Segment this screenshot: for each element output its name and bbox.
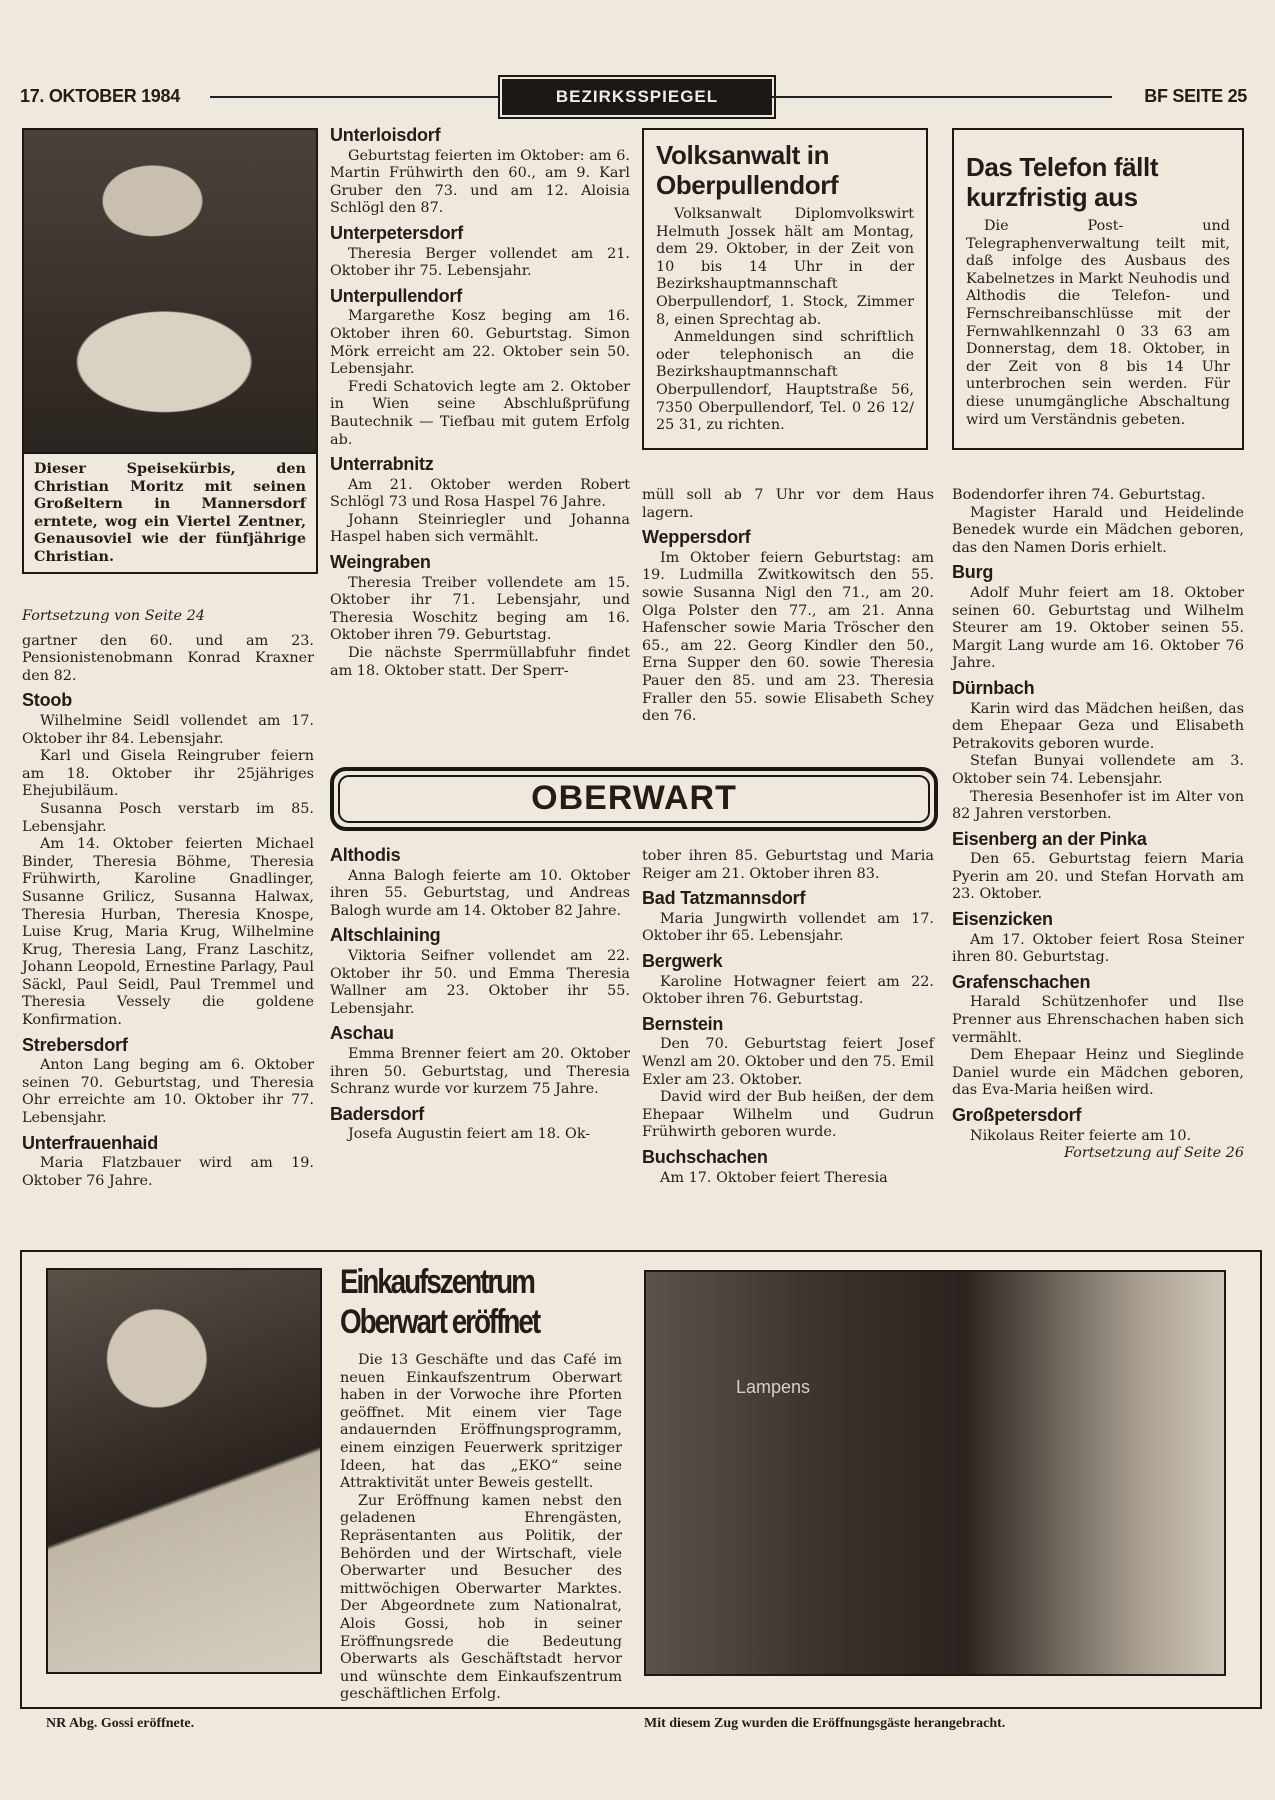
- telefon-box: [952, 128, 1244, 450]
- section-paragraph: Johann Steinriegler und Johanna Haspel haben sich vermählt.: [330, 511, 630, 546]
- volksanwalt-box: [642, 128, 928, 450]
- oberwart-a-sections: [330, 847, 630, 1144]
- middle-column: [330, 120, 630, 680]
- section-heading: Bergwerk: [642, 950, 723, 971]
- section-heading: Weppersdorf: [642, 527, 751, 548]
- section-heading: Grafenschachen: [952, 971, 1091, 992]
- section-paragraph: Karl und Gisela Reingruber feiern am 18. Oktober ihr 25jähriges Ehejubiläum.: [22, 748, 314, 800]
- oberwart-column-a: [330, 840, 630, 1144]
- section-paragraph: Im Oktober feiern Geburtstag: am 19. Ludmilla Zwitkowitsch den 55. sowie Susanna Nigl den 71., am 20. Olga Polster den 77., am 21. Anna Hafenscher sowie Maria Tröscher den 65., am 22. Georg Kindler den 50., Erna Supper den 60. sowie Theresia Pauer den 85. und am 23. Theresia Fraller den 55. sowie Elisabeth Schey den 76.: [642, 549, 934, 725]
- section-heading: Buchschachen: [642, 1146, 768, 1167]
- page-number: BF SEITE 25: [1144, 86, 1247, 106]
- section-heading: Großpetersdorf: [952, 1105, 1082, 1125]
- section-paragraph: Anna Balogh feierte am 10. Oktober ihren 55. Geburtstag, und Andreas Balogh wurde am 14. Oktober 82 Jahre.: [330, 867, 630, 919]
- section-paragraph: Maria Jungwirth vollendet am 17. Oktober ihr 65. Lebensjahr.: [642, 910, 934, 945]
- headline-line-1: Einkaufszentrum: [340, 1263, 534, 1301]
- header-rule-right: [772, 96, 1112, 98]
- ekz-paras: [340, 1352, 622, 1704]
- middle-sections: [330, 127, 630, 680]
- section-heading: Unterloisdorf: [330, 125, 441, 145]
- section-paragraph: Margarethe Kosz beging am 16. Oktober ihren 60. Geburtstag. Simon Mörk erreicht am 22. Oktober sein 50. Lebensjahr.: [330, 308, 630, 378]
- section-heading: Unterpullendorf: [330, 285, 462, 306]
- left-sections: [22, 692, 314, 1190]
- section-paragraph: Theresia Treiber vollendete am 15. Oktober ihr 71. Lebensjahr, und Theresia Woschitz beging am 16. Oktober ihren 79. Geburtstag.: [330, 574, 630, 644]
- oberwart-banner: [330, 767, 938, 831]
- section-paragraph: Den 65. Geburtstag feiern Maria Pyerin am 20. und Stefan Horvath am 23. Oktober.: [952, 851, 1244, 903]
- einkaufszentrum-text: [340, 1352, 622, 1704]
- section-heading: Aschau: [330, 1023, 394, 1044]
- section-paragraph: Josefa Augustin feiert am 18. Ok-: [348, 1126, 591, 1143]
- section-heading: Dürnbach: [952, 677, 1035, 698]
- section-paragraph: Theresia Besenhofer ist im Alter von 82 Jahren verstorben.: [952, 788, 1244, 823]
- section-paragraph: Karoline Hotwagner feiert am 22. Oktober ihren 76. Geburtstag.: [642, 973, 934, 1008]
- section-heading: Weingraben: [330, 552, 431, 573]
- paragraph: Magister Harald und Heidelinde Benedek wurde ein Mädchen geboren, das den Namen Doris erhielt.: [952, 504, 1244, 556]
- section-heading: Strebersdorf: [22, 1034, 128, 1055]
- column-4: [952, 487, 1244, 1163]
- headline-line-2: Oberwart eröffnet: [340, 1303, 540, 1341]
- section-heading: Eisenzicken: [952, 909, 1053, 930]
- volksanwalt-title: Volksanwalt in Oberpullendorf: [656, 140, 839, 200]
- section-paragraph: Stefan Bunyai vollendete am 3. Oktober sein 74. Lebensjahr.: [952, 753, 1244, 787]
- train-caption: Mit diesem Zug wurden die Eröffnungsgäste herangebracht.: [644, 1716, 1006, 1731]
- col3-intro: müll soll ab 7 Uhr vor dem Haus lagern.: [642, 487, 934, 521]
- pumpkin-photo: [22, 128, 318, 454]
- section-heading: Stoob: [22, 690, 72, 711]
- section-paragraph: Geburtstag feierten im Oktober: am 6. Martin Frühwirth den 60., am 9. Karl Gruber den 73. und am 12. Aloisia Schlögl den 87.: [330, 147, 630, 217]
- section-paragraph: Am 14. Oktober feierten Michael Binder, Theresia Böhme, Theresia Frühwirth, Karoline Gnadlinger, Susanne Grilicz, Susanna Halwax, Theresia Hurban, Theresia Knospe, Luise Krug, Maria Krug, Wilhelmine Krug, Theresia Lang, Franz Laschitz, Johann Leopold, Ernestine Parlagy, Paul Säckl, Paul Seidl, Paul Tremmel und Theresia Vessely die goldene Konfirmation.: [22, 836, 315, 1029]
- telefon-title: Das Telefon fällt kurzfristig aus: [966, 152, 1159, 212]
- einkaufszentrum-headline: [340, 1262, 640, 1342]
- left-column: [22, 608, 314, 1190]
- section-paragraph: Susanna Posch verstarb im 85. Lebensjahr.: [22, 800, 314, 835]
- telefon-text: [966, 218, 1230, 429]
- col4-sections: [952, 564, 1244, 1145]
- gossi-photo: [46, 1268, 322, 1674]
- section-paragraph: Am 17. Oktober feiert Theresia: [660, 1169, 888, 1186]
- volksanwalt-text: [656, 206, 914, 435]
- col3-sections: [642, 529, 934, 726]
- column-3-upper: [642, 487, 934, 726]
- section-heading: Badersdorf: [330, 1103, 425, 1124]
- continued-from: Fortsetzung von Seite 24: [22, 608, 205, 624]
- section-heading: Altschlaining: [330, 925, 441, 946]
- section-paragraph: Dem Ehepaar Heinz und Sieglinde Daniel wurde ein Mädchen geboren, das Eva-Maria heißen wird.: [952, 1047, 1244, 1099]
- section-badge: BEZIRKSSPIEGEL: [502, 79, 772, 115]
- section-paragraph: Fredi Schatovich legte am 2. Oktober in Wien seine Abschlußprüfung Bautechnik — Tiefbau mit gutem Erfolg ab.: [330, 378, 630, 448]
- gossi-caption: NR Abg. Gossi eröffnete.: [46, 1716, 195, 1731]
- oberwart-column-b: [642, 848, 934, 1187]
- section-heading: Unterrabnitz: [330, 454, 434, 475]
- section-paragraph: Viktoria Seifner vollendet am 22. Oktober ihr 50. und Emma Theresia Wallner am 23. Oktober ihr 55. Lebensjahr.: [330, 947, 630, 1017]
- train-photo-sign: Lampens: [736, 1377, 811, 1397]
- section-paragraph: Den 70. Geburtstag feiert Josef Wenzl am 20. Oktober und den 75. Emil Exler am 23. Oktober.: [642, 1036, 934, 1088]
- paragraph: Anmeldungen sind schriftlich oder telephonisch an die Bezirkshauptmannschaft Oberpullendorf, Hauptstraße 56, 7350 Oberpullendorf, Tel. 0 26 12/ 25 31, zu richten.: [656, 329, 914, 434]
- oberwart-b-intro: tober ihren 85. Geburtstag und Maria Reiger am 21. Oktober ihren 83.: [642, 848, 934, 882]
- section-paragraph: Adolf Muhr feiert am 18. Oktober seinen 60. Geburtstag und Wilhelm Steurer am 19. Oktober seinen 55. Margit Lang wurde am 16. Oktober 76 Jahre.: [952, 584, 1244, 672]
- section-heading: Unterfrauenhaid: [22, 1132, 159, 1153]
- section-paragraph: David wird der Bub heißen, der dem Ehepaar Wilhelm und Gudrun Frühwirth geboren wurde.: [642, 1089, 934, 1141]
- paragraph: Zur Eröffnung kamen nebst den geladenen Ehrengästen, Repräsentanten aus Politik, der Behörden und der Wirtschaft, viele Oberwarter und Besucher des mittwöchigen Oberwarter Marktes. Der Abgeordnete zum Nationalrat, Alois Gossi, hob in seiner Eröffnungsrede die Bedeutung Oberwarts als Geschäftstadt hervor und wünschte dem Einkaufszentrum geschäftlichen Erfolg.: [340, 1492, 622, 1703]
- section-paragraph: Am 21. Oktober werden Robert Schlögl 73 und Rosa Haspel 76 Jahre.: [330, 476, 630, 511]
- col4-intro-paras: [952, 505, 1244, 558]
- paragraph: Die 13 Geschäfte und das Café im neuen Einkaufszentrum Oberwart haben in der Vorwoche ihre Pforten geöffnet. Mit einem vier Tage andauernden Eröffnungsprogramm, einem einzigen Feuerwerk spritziger Ideen, hat das „EKO“ seine Attraktivität unter Beweis gestellt.: [340, 1352, 622, 1492]
- section-heading: Bernstein: [642, 1013, 724, 1034]
- section-heading: Eisenberg an der Pinka: [952, 828, 1147, 849]
- section-paragraph: Nikolaus Reiter feierte am 10.: [970, 1127, 1192, 1144]
- left-intro: gartner den 60. und am 23. Pensionistenobmann Konrad Kraxner den 82.: [22, 632, 314, 684]
- train-photo: [644, 1270, 1226, 1676]
- header-rule-left: [210, 96, 498, 98]
- section-heading: Bad Tatzmannsdorf: [642, 888, 806, 909]
- section-paragraph: Am 17. Oktober feiert Rosa Steiner ihren 80. Geburtstag.: [952, 931, 1244, 966]
- paragraph: Volksanwalt Diplomvolkswirt Helmuth Jossek hält am Montag, dem 29. Oktober, in der Zeit von 10 bis 14 Uhr in der Bezirkshauptmannschaft Oberpullendorf, 1. Stock, Zimmer 8, einen Sprechtag ab.: [656, 206, 914, 328]
- section-heading: Unterpetersdorf: [330, 222, 464, 243]
- issue-date: 17. OKTOBER 1984: [20, 86, 180, 106]
- section-paragraph: Die nächste Sperrmüllabfuhr findet am 18. Oktober statt. Der Sperr-: [330, 645, 630, 679]
- section-paragraph: Emma Brenner feiert am 20. Oktober ihren 50. Geburtstag, und Theresia Schranz wurde vor kurzem 75 Jahre.: [330, 1045, 630, 1098]
- section-paragraph: Karin wird das Mädchen heißen, das dem Ehepaar Geza und Elisabeth Petrakovits geboren wurde.: [952, 700, 1244, 752]
- oberwart-b-sections: [642, 890, 934, 1187]
- paragraph: Die Post- und Telegraphenverwaltung teilt mit, daß infolge des Ausbaus des Kabelnetzes in Markt Neuhodis und Althodis die Telefon- und Fernschreibanschlüsse mit der Fernwahlkennzahl 0 33 63 am Donnerstag, dem 18. Oktober, in der Zeit von 8 bis 14 Uhr unterbrochen sein werden. Für diese unumgängliche Abschaltung wird um Verständnis gebeten.: [966, 218, 1230, 428]
- continued-to: Fortsetzung auf Seite 26: [1063, 1145, 1244, 1162]
- oberwart-banner-label: OBERWART: [338, 775, 930, 823]
- section-heading: Althodis: [330, 845, 401, 865]
- section-paragraph: Anton Lang beging am 6. Oktober seinen 70. Geburtstag, und Theresia Ohr erreichte am 10. Oktober ihr 77. Lebensjahr.: [22, 1057, 314, 1127]
- section-paragraph: Wilhelmine Seidl vollendet am 17. Oktober ihr 84. Lebensjahr.: [22, 712, 314, 747]
- col4-intro: Bodendorfer ihren 74. Geburtstag.: [952, 487, 1206, 503]
- section-paragraph: Maria Flatzbauer wird am 19. Oktober 76 Jahre.: [22, 1155, 314, 1189]
- section-paragraph: Harald Schützenhofer und Ilse Prenner aus Ehrenschachen haben sich vermählt.: [952, 994, 1244, 1046]
- pumpkin-caption: Dieser Speisekürbis, den Christian Moritz mit seinen Großeltern in Mannersdorf erntete, wog ein Viertel Zentner, Genausoviel wie der fünfjährige Christian.: [22, 452, 318, 574]
- section-paragraph: Theresia Berger vollendet am 21. Oktober ihr 75. Lebensjahr.: [330, 245, 630, 280]
- section-heading: Burg: [952, 562, 994, 583]
